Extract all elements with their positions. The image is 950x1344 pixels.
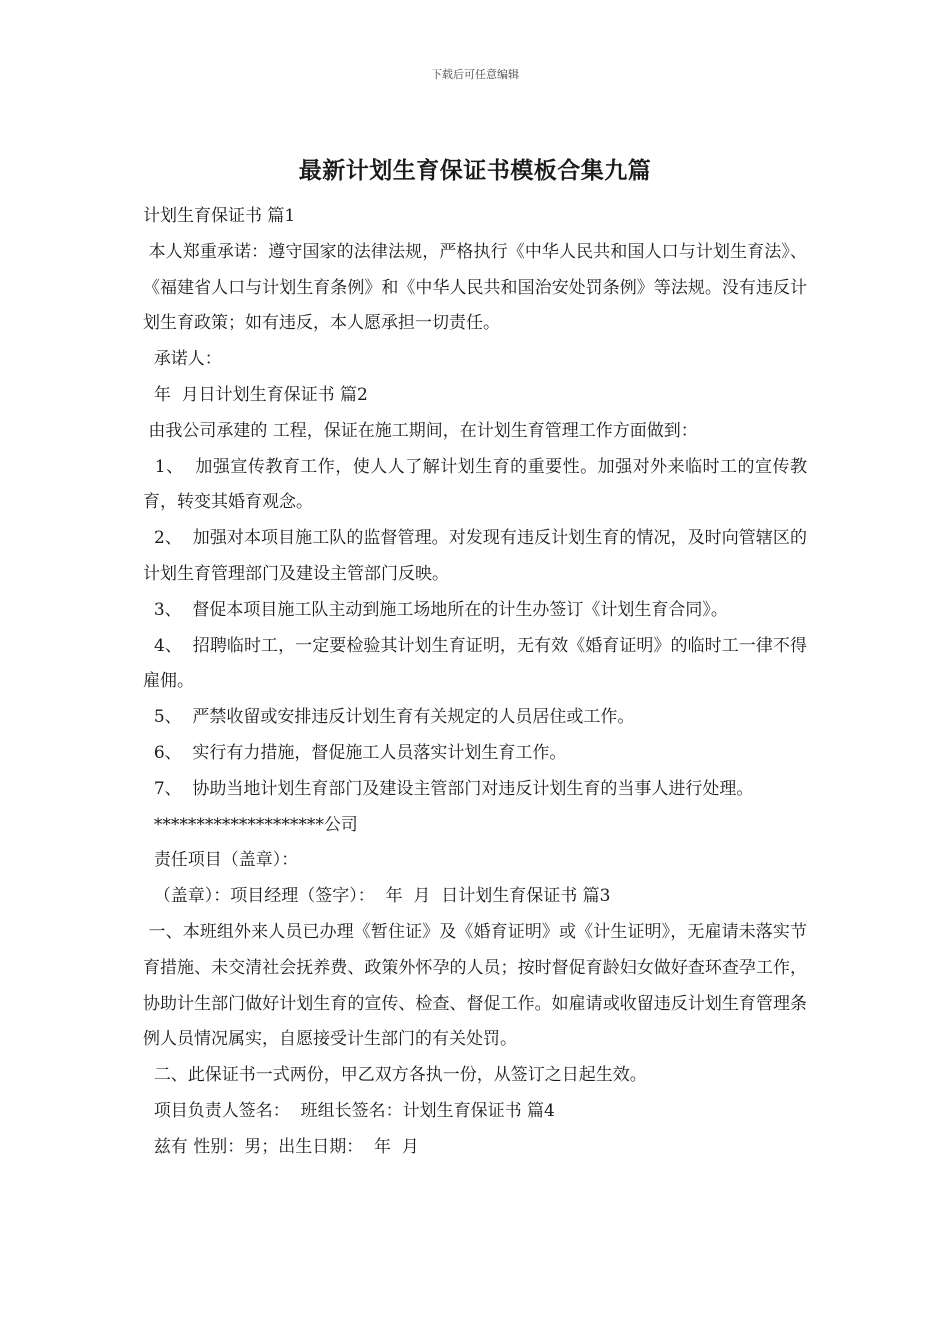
list-item: 7、 协助当地计划生育部门及建设主管部门对违反计划生育的当事人进行处理。 [143,778,754,799]
signature-line: 承诺人： [143,349,222,370]
list-item: 4、 招聘临时工，一定要检验其计划生育证明，无有效《婚育证明》的临时工一律不得雇佣。 [143,635,807,692]
paragraph: 兹有 性别：男；出生日期： 年 月 [143,1136,419,1157]
paragraph: 由我公司承建的 工程，保证在施工期间，在计划生育管理工作方面做到： [143,420,698,441]
document-title: 最新计划生育保证书模板合集九篇 [298,158,652,184]
page-header-note: 下载后可任意编辑 [431,68,519,81]
date-and-section-heading-2: 年 月日计划生育保证书 篇2 [143,384,368,405]
list-item: 1、 加强宣传教育工作，使人人了解计划生育的重要性。加强对外来临时工的宣传教育，转变其婚育观念。 [143,456,808,513]
signature-and-section-heading-3: （盖章）：项目经理（签字）： 年 月 日计划生育保证书 篇3 [143,886,611,907]
paragraph: 一、本班组外来人员已办理《暂住证》及《婚育证明》或《计生证明》，无雇请未落实节育措施、未交清社会抚养费、政策外怀孕的人员；按时督促育龄妇女做好查环查孕工作，协助计生部门做好计划生育的宣传、检查、督促工作。如雇请或收留违反计划生育管理条例人员情况属实，自愿接受计生部门的有关处罚。 [143,921,808,1050]
section-heading-1: 计划生育保证书 篇1 [143,206,296,226]
paragraph: 二、此保证书一式两份，甲乙双方各执一份，从签订之日起生效。 [143,1065,647,1086]
list-item: 6、 实行有力措施，督促施工人员落实计划生育工作。 [143,742,567,763]
paragraph: 本人郑重承诺：遵守国家的法律法规，严格执行《中华人民共和国人口与计划生育法》、《福建省人口与计划生育条例》和《中华人民共和国治安处罚条例》等法规。没有违反计划生育政策；如有违反，本人愿承担一切责任。 [143,241,808,334]
list-item: 2、 加强对本项目施工队的监督管理。对发现有违反计划生育的情况，及时向管辖区的计划生育管理部门及建设主管部门反映。 [143,528,807,584]
list-item: 3、 督促本项目施工队主动到施工场地所在的计生办签订《计划生育合同》。 [143,599,728,620]
signature-and-section-heading-4: 项目负责人签名： 班组长签名：计划生育保证书 篇4 [143,1100,555,1121]
seal-line: 责任项目（盖章）： [143,850,299,871]
company-line: ********************公司 [143,814,358,835]
document-body [143,199,807,1166]
list-item: 5、 严禁收留或安排违反计划生育有关规定的人员居住或工作。 [143,707,635,728]
